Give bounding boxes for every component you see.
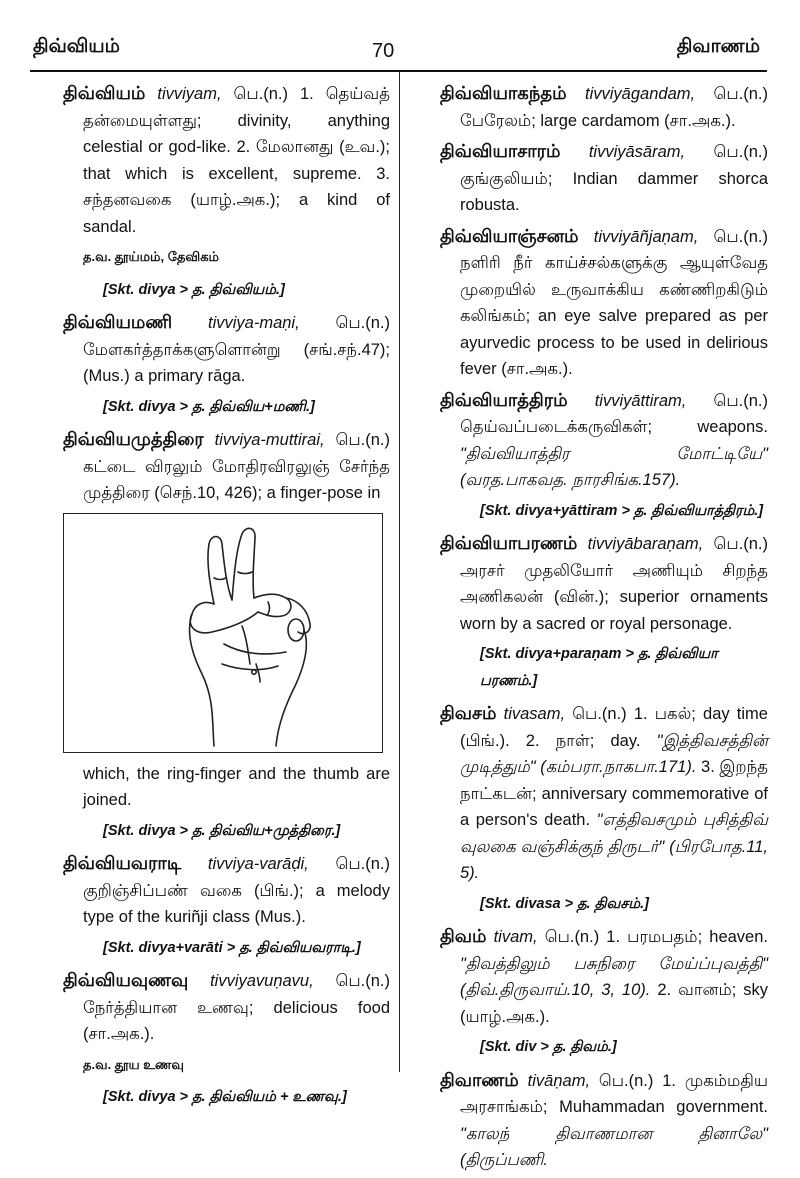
definition: பெ.(n.) குங்குலியம்; Indian dammer shorca robusta. (460, 143, 768, 214)
transliteration: tivviyāsāram, (588, 143, 686, 161)
etymology: [Skt. divasa > த. திவசம்.] (480, 895, 649, 912)
dictionary-entry (35, 80, 390, 240)
transliteration: tivāṇam, (527, 1071, 591, 1090)
definition: பெ.(n.) கட்டை விரலும் மோதிரவிரலுஞ் சேர்ந்த முத்திரை (செந்.10, 426); a finger-pose in (83, 431, 390, 502)
etymology: [Skt. divya > த. திவ்வியம்.] (103, 281, 285, 298)
transliteration: tivviya-maṇi, (208, 314, 300, 332)
headword: திவாணம் (440, 1069, 519, 1090)
etymology: [Skt. divya+paraṇam > த. திவ்வியா பரணம்.] (480, 646, 718, 689)
transliteration: tivam, (493, 928, 538, 946)
transliteration: tivviyābaraṇam, (587, 535, 704, 553)
headword: திவ்வியவராடி (63, 853, 182, 873)
tamil-equivalent: த.வ. தூய உணவு (83, 1056, 184, 1072)
tamil-equivalent: த.வ. தூய்மம், தேவிகம் (83, 249, 219, 264)
transliteration: tivviya-muttirai, (214, 431, 325, 449)
citation-quote: "திவ்வியாத்திர மோட்டியே" (வரத.பாகவத. நாரசிங்க.157). (460, 444, 768, 489)
headword: திவ்வியாபரணம் (440, 533, 578, 553)
citation-quote: "இத்திவசத்தின் முடித்தும்" (கம்பரா.நாகபா.171). (460, 731, 768, 776)
headword: திவ்வியமுத்திரை (63, 429, 204, 449)
etymology: [Skt. divya+yāttiram > த. திவ்வியாத்திரம்.] (480, 502, 764, 519)
definition: 2. வானம்; sky (யாழ்.அக.). (460, 981, 768, 1026)
definition: பெ.(n.) அரசர் முதலியோர் அணியும் சிறந்த அணிகலன் (வின்.); superior ornaments worn by a sacred or royal personage. (460, 535, 768, 633)
transliteration: tivviyāttiram, (594, 391, 687, 410)
dictionary-entry (412, 530, 768, 637)
transliteration: tivviyāñjaṇam, (593, 227, 699, 246)
definition: பெ.(n.) 1. பரமபதம்; heaven. (544, 928, 768, 946)
dictionary-entry (35, 850, 390, 931)
headword: திவசம் (440, 703, 497, 723)
transliteration: tivviyāgandam, (585, 85, 696, 103)
page-header (0, 0, 800, 70)
dictionary-entry (412, 138, 768, 219)
definition: 3. இறந்த நாட்கடன்; anniversary commemorative of a person's death. (460, 758, 768, 829)
headword: திவ்வியமணி (63, 312, 173, 332)
dictionary-entry (412, 223, 768, 383)
transliteration: tivviya-varāḍi, (207, 855, 309, 873)
dictionary-entry (412, 1067, 768, 1174)
headword: திவ்வியாத்திரம் (440, 389, 568, 410)
headword: திவம் (440, 926, 487, 946)
hand-mudra-illustration (63, 513, 383, 753)
dictionary-entry (412, 700, 768, 887)
headword: திவ்வியாகந்தம் (440, 83, 567, 103)
headword: திவ்வியம் (63, 83, 146, 103)
dictionary-entry (35, 426, 390, 507)
citation-quote: "எத்திவசமும் புசித்திவ் வுலகை வஞ்சிக்குந் திருடர்" (பிரபோத.11, 5). (460, 811, 768, 882)
etymology: [Skt. divya > த. திவ்விய+மணி.] (103, 398, 315, 415)
definition: பெ.(n.) மேளகர்த்தாக்களுளொன்று (சங்.சந்.47); (Mus.) a primary rāga. (83, 314, 390, 385)
hand-mudra-icon (64, 514, 382, 752)
headword: திவ்வியாசாரம் (440, 141, 561, 161)
definition: பெ.(n.) பேரேலம்; large cardamom (சா.அக.). (460, 85, 768, 130)
headword: திவ்வியாஞ்சனம் (440, 225, 579, 246)
definition: பெ.(n.) தெய்வப்படைக்கருவிகள்; weapons. (460, 391, 768, 436)
etymology: [Skt. divya+varāti > த. திவ்வியவராடி.] (103, 939, 361, 956)
dictionary-entry (412, 80, 768, 134)
citation-quote: "திவத்திலும் பசுநிரை மேய்ப்புவத்தி" (திவ்.திருவாய்.10, 3, 10). (460, 954, 768, 999)
transliteration: tivviyam, (157, 85, 222, 103)
left-column (35, 80, 390, 1117)
transliteration: tivasam, (503, 705, 566, 723)
etymology: [Skt. divya > த. திவ்விய+முத்திரை.] (103, 822, 341, 839)
definition: பெ.(n.) 1. பகல்; day time (பிங்.). 2. நாள்; day. (460, 705, 768, 750)
definition: பெ.(n.) குறிஞ்சிப்பண் வகை (பிங்.); a melody type of the kuriñji class (Mus.). (83, 855, 390, 926)
definition: பெ.(n.) நளிரி நீர் காய்ச்சல்களுக்கு ஆயுள்வேத முறையில் உருவாக்கிய கண்ணிறகிடும் கலிங்கம்; an eye salve prepared as per ayurvedic process to be used in delirious fever (சா.அக.). (460, 227, 768, 378)
etymology: [Skt. divya > த. திவ்வியம் + உணவு.] (103, 1089, 347, 1105)
dictionary-entry (35, 967, 390, 1048)
dictionary-entry (412, 387, 768, 494)
header-left-guide-word: திவ்வியம் (33, 36, 120, 57)
transliteration: tivviyavuṇavu, (210, 972, 314, 990)
page-number: 70 (372, 40, 395, 62)
dictionary-entry (35, 309, 390, 390)
dictionary-entry (412, 923, 768, 1030)
definition-continued: which, the ring-finger and the thumb are joined. (83, 764, 390, 809)
citation-quote: "காலந் திவாணமான தினாலே" (திருப்பணி. (460, 1124, 768, 1169)
etymology: [Skt. div > த. திவம்.] (480, 1039, 617, 1055)
definition: பெ.(n.) 1. முகம்மதிய அரசாங்கம்; Muhammadan government. (460, 1071, 768, 1116)
definition: பெ.(n.) 1. தெய்வத் தன்மையுள்ளது; divinity, anything celestial or god-like. 2. மேலானது (உவ.); that which is excellent, supreme. 3. சந்தனவகை (யாழ்.அக.); a kind of sandal. (83, 85, 390, 236)
header-right-guide-word: திவாணம் (676, 36, 760, 57)
column-divider (399, 72, 400, 1072)
right-column (412, 80, 768, 1178)
headword: திவ்வியவுணவு (63, 970, 189, 990)
definition: பெ.(n.) நேர்த்தியான உணவு; delicious food (சா.அக.). (83, 972, 390, 1043)
